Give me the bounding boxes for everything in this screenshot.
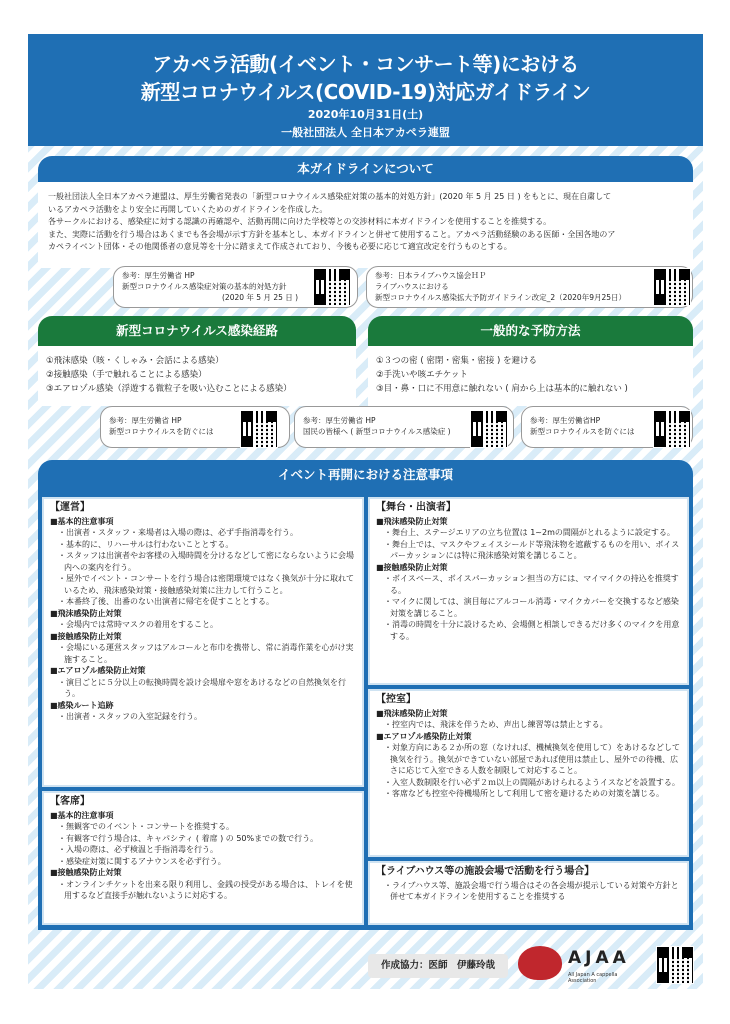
about-reference-2 [366, 266, 693, 308]
subheading: ■飛沫感染防止対策 [50, 608, 122, 618]
ref-line: 新型コロナウイルス感染拡大予防ガイドライン改定_2（2020年9月25日） [375, 293, 627, 302]
qr-code-icon[interactable] [653, 268, 691, 306]
section-title: 【舞台・出演者】 [376, 502, 456, 513]
subheading: ■基本的注意事項 [50, 810, 114, 820]
about-line: カペライベント団体・その他関係者の意見等を十分に踏まえて作成されており、今後も必要に応じて適宜改定を行うものとする。 [48, 242, 512, 251]
about-line: いるアカペラ活動をより安全に再開していくためのガイドラインを作成した。 [48, 204, 328, 214]
about-body [38, 182, 693, 268]
list-item: ・客席なども控室や待機場所として利用して密を避けるための対策を講じる。 [384, 789, 664, 798]
subheading: ■エアロゾル感染防止対策 [50, 666, 146, 675]
event-heading: イベント再開における注意事項 [38, 460, 693, 490]
subheading: ■エアロゾル感染防止対策 [376, 731, 472, 741]
qr-code-icon[interactable] [653, 410, 691, 448]
about-line: 各サークルにおける、感染症に対する認識の再確認や、活動再開に向けた学校等との交渉材料に本ガイドラインを使用することを推奨する。 [48, 217, 552, 226]
about-line: 一般社団法人全日本アカペラ連盟は、厚生労働省発表の「新型コロナウイルス感染症対策の基本的対処方針」(2020 年 5 月 25 日 ) をもとに、現在自粛して [48, 192, 612, 201]
list-item: ・無観客でのイベント・コンサートを推奨する。 [58, 822, 234, 831]
ref-line: 参考：厚生労働省HP [530, 416, 601, 425]
ajaa-logo [518, 942, 643, 984]
ref-line: 参考：厚生労働省 HP [109, 416, 182, 425]
ref-line: ライブハウスにおける [375, 282, 449, 291]
list-item: ・消毒の時間を十分に設けるため、会場側と相談しできるだけ多くのマイクを用意する。 [384, 620, 680, 641]
logo-text: AJAA [568, 948, 630, 968]
routes-body [38, 346, 356, 406]
ref-line: 新型コロナウイルス感染症対策の基本的対処方針 [122, 282, 287, 291]
route-item: ②接触感染（手で触れることによる感染） [46, 370, 207, 380]
list-item: ・会場にいる運営スタッフはアルコールと布巾を携帯し、常に消毒作業を心がけ実施すること。 [58, 643, 354, 664]
section-stage [368, 497, 689, 685]
section-title: 【控室】 [376, 694, 416, 705]
prevention-item: ①３つの密 ( 密閉・密集・密接 ) を避ける [376, 356, 538, 366]
ref-line: 国民の皆様へ ( 新型コロナウイルス感染症 ) [303, 427, 451, 436]
list-item: ・入室人数制限を行い必ず２ｍ以上の間隔があけられるようイスなどを設置する。 [384, 777, 680, 787]
list-item: ・出演者・スタッフ・来場者は入場の際は、必ず手指消毒を行う。 [58, 528, 298, 537]
prevention-item: ②手洗いや咳エチケット [376, 370, 468, 380]
list-item: ・ボイスベース、ボイスパーカッション担当の方には、マイマイクの持込を推奨する。 [384, 574, 679, 595]
list-item: ・感染症対策に関するアナウンスを必ず行う。 [58, 856, 226, 866]
list-item: ・本番終了後、出番のない出演者に帰宅を促すこととする。 [58, 597, 274, 606]
list-item: ・会場内では常時マスクの着用をすること。 [58, 620, 218, 629]
ref-line: 新型コロナウイルスを防ぐには [530, 427, 635, 436]
section-livehouse [368, 861, 689, 925]
logo-subtext: All Japan A cappella Association [568, 972, 618, 984]
section-greenroom [368, 689, 689, 857]
date: 2020年10月31日(土) [307, 108, 424, 121]
list-item: ・舞台上、ステージエリアの立ち位置は 1~2mの間隔がとれるように設定する。 [384, 528, 675, 537]
prevention-heading: 一般的な予防方法 [368, 316, 693, 346]
section-audience [42, 791, 364, 925]
route-item: ①飛沫感染（咳・くしゃみ・会話による感染） [46, 356, 224, 366]
ref-line: (2020 年 5 月 25 日 ) [222, 293, 299, 302]
about-heading: 本ガイドラインについて [38, 156, 693, 182]
subheading: ■飛沫感染防止対策 [376, 516, 448, 526]
section-title: 【ライブハウス等の施設会場で活動を行う場合】 [376, 866, 595, 877]
ref-line: 参考：厚生労働省 HP [303, 416, 376, 425]
ref-line: 参考：厚生労働省 HP [122, 271, 195, 280]
organization: 一般社団法人 全日本アカペラ連盟 [281, 126, 450, 139]
prevention-item: ③目・鼻・口に不用意に触れない ( 肩から上は基本的に触れない ) [376, 384, 628, 394]
logo-mark-icon [518, 946, 562, 980]
route-item: ③エアロゾル感染（浮遊する微粒子を吸い込むことによる感染） [46, 384, 292, 394]
list-item: ・入場の際は、必ず検温と手指消毒を行う。 [58, 845, 218, 854]
title-line-2: 新型コロナウイルス(COVID-19)対応ガイドライン [140, 80, 591, 104]
subheading: ■接触感染防止対策 [376, 562, 448, 572]
section-operations [42, 497, 364, 787]
list-item: ・スタッフは出演者やお客様の入場時間を分けるなどして密にならないように会場内への案内を行う。 [58, 551, 354, 572]
qr-code-icon[interactable] [656, 946, 694, 984]
list-item: ・基本的に、リハーサルは行わないこととする。 [58, 539, 234, 549]
list-item: ・マイクに関しては、演目毎にアルコール消毒・マイクカバーを交換するなど感染対策を講じること。 [384, 597, 679, 618]
subheading: ■基本的注意事項 [50, 516, 114, 526]
subheading: ■飛沫感染防止対策 [376, 708, 448, 718]
list-item: ・演目ごとに５分以上の転換時間を設け会場扉や窓をあけるなどの自然換気を行う。 [58, 677, 346, 698]
section-title: 【運営】 [50, 502, 90, 513]
subheading: ■感染ルート追跡 [50, 700, 114, 710]
ref-line: 新型コロナウイルスを防ぐには [109, 427, 214, 436]
list-item: ・オンラインチケットを出来る限り利用し、金銭の授受がある場合は、トレイを使用するなど直接手が触れないように対応する。 [58, 879, 353, 900]
credit: 作成協力：医師 伊藤玲哉 [368, 954, 508, 978]
qr-code-icon[interactable] [240, 410, 278, 448]
list-item: ・有観客で行う場合は、キャパシティ ( 着席 ) の 50%までの数で行う。 [58, 833, 319, 843]
subheading: ■接触感染防止対策 [50, 631, 122, 641]
poster [28, 34, 703, 989]
about-line: また、実際に活動を行う場合はあくまでも各会場が示す方針を基本とし、本ガイドラインと併せて使用すること。アカペラ活動経験のある医師・全国各地のア [48, 229, 616, 239]
list-item: ・対象方向にある２か所の窓（なければ、機械換気を使用して）をあけるなどして換気を行う。換気ができていない部屋であれば使用は禁止し、屋外での待機、広さに応じて入室できる人数を制限して対応すること。 [384, 743, 680, 775]
routes-heading: 新型コロナウイルス感染経路 [38, 316, 356, 346]
prevention-body [368, 346, 693, 406]
ref-line: 参考：日本ライブハウス協会ＨＰ [375, 271, 487, 280]
list-item: ・控室内では、飛沫を伴うため、声出し練習等は禁止とする。 [384, 720, 608, 729]
subheading: ■接触感染防止対策 [50, 868, 122, 877]
section-title: 【客席】 [50, 796, 90, 807]
qr-code-icon[interactable] [470, 410, 508, 448]
header [28, 34, 703, 146]
list-item: ・ライブハウス等、施設会場で行う場合はその各会場が提示している対策や方針と併せて本ガイドラインを使用することを推奨する [384, 880, 679, 901]
list-item: ・舞台上では、マスクやフェイスシールド等飛沫物を遮蔽するものを用い、ボイスパーカッションには特に飛沫感染対策を講じること。 [384, 539, 680, 560]
qr-code-icon[interactable] [313, 268, 351, 306]
list-item: ・出演者・スタッフの入室記録を行う。 [58, 712, 202, 721]
list-item: ・屋外でイベント・コンサートを行う場合は密閉環境ではなく換気が十分に取れているため、飛沫感染対策・接触感染対策に注力して行うこと。 [58, 574, 354, 595]
title-line-1: アカペラ活動(イベント・コンサート等)における [152, 52, 579, 76]
